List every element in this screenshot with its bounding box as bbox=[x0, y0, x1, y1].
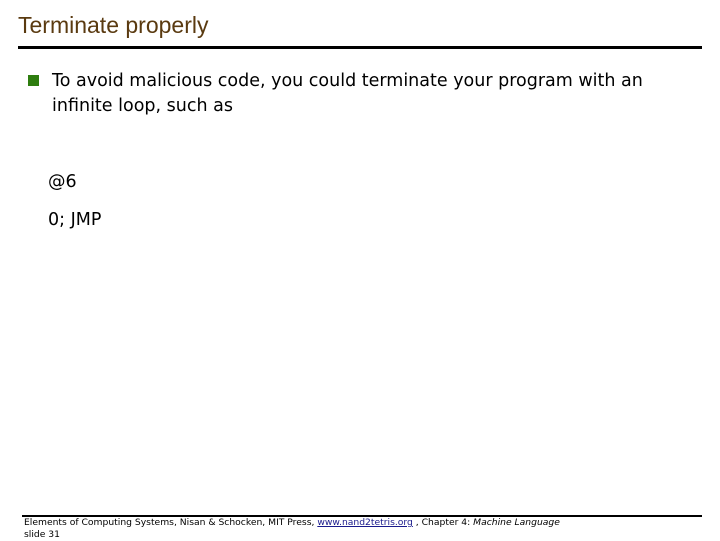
footer-separator: , Chapter 4: bbox=[412, 517, 474, 528]
footer-prefix: Elements of Computing Systems, Nisan & Schocken, MIT Press, bbox=[24, 517, 318, 528]
footer-citation bbox=[24, 517, 560, 529]
slide-title: Terminate properly bbox=[18, 12, 209, 38]
code-line: @6 bbox=[48, 172, 77, 192]
slide-number: slide 31 bbox=[24, 529, 60, 540]
title-divider bbox=[18, 46, 702, 49]
footer bbox=[24, 517, 560, 541]
code-line: 0; JMP bbox=[48, 210, 102, 230]
footer-link[interactable]: www.nand2tetris.org bbox=[317, 517, 413, 528]
bullet-square-icon bbox=[28, 75, 39, 86]
bullet-text: To avoid malicious code, you could terminate your program with an infinite loop, such as bbox=[52, 71, 643, 116]
footer-chapter: Machine Language bbox=[473, 517, 560, 528]
